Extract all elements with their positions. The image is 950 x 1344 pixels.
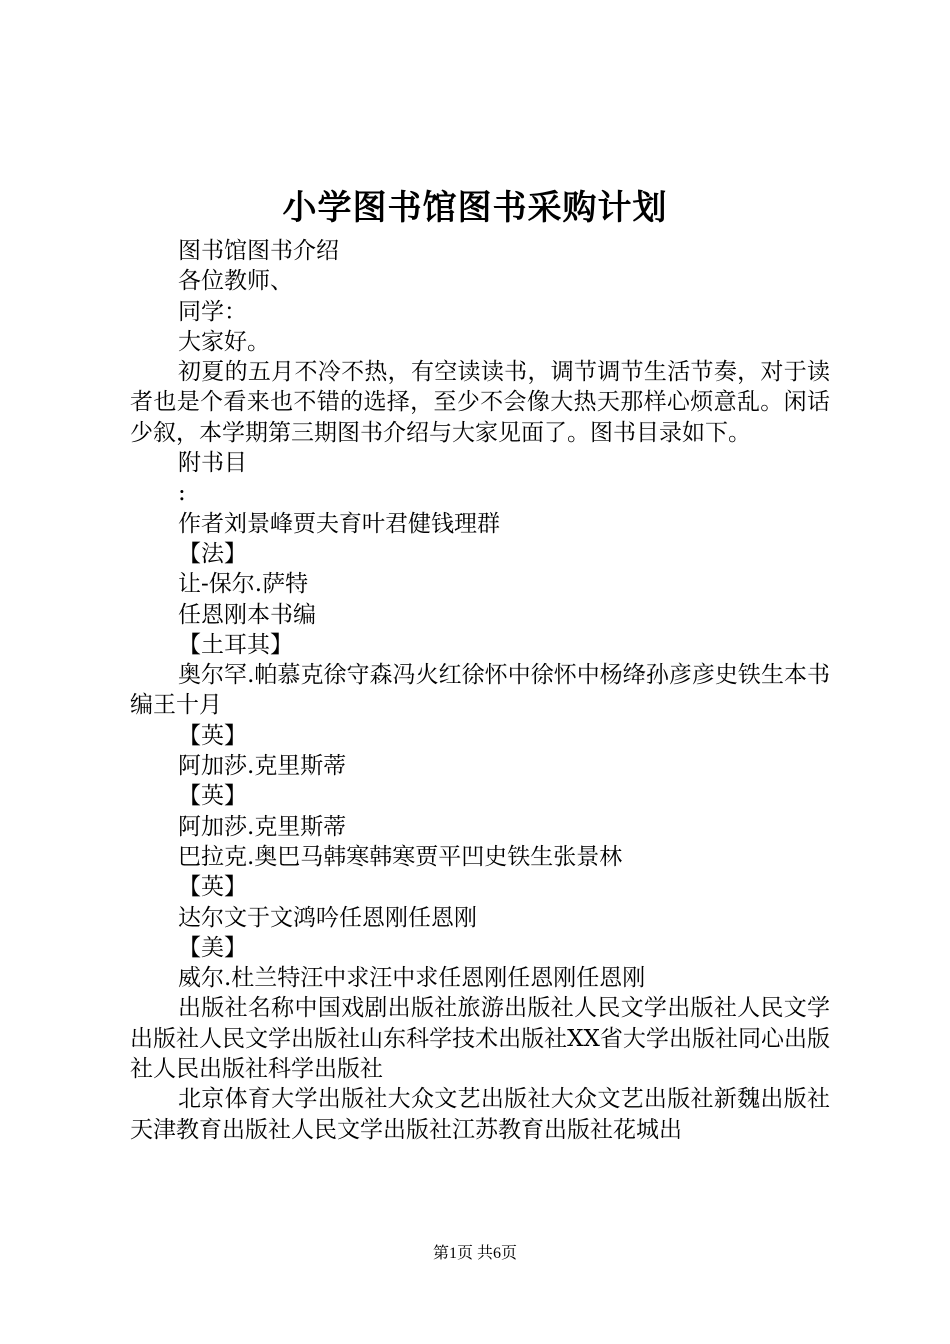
paragraph: 【美】 bbox=[178, 934, 247, 961]
paragraph: 【英】 bbox=[178, 874, 247, 901]
paragraph: 任恩刚本书编 bbox=[178, 601, 316, 628]
paragraph: 作者刘景峰贾夫育叶君健钱理群 bbox=[178, 510, 500, 537]
paragraph: 出版社名称中国戏剧出版社旅游出版社人民文学出版社人民文学出版社人民文学出版社山东科学技术出版社XX省大学出版社同心出版社人民出版社科学出版社 bbox=[130, 995, 830, 1083]
paragraph: 【英】 bbox=[178, 783, 247, 810]
page-number-footer: 第1页 共6页 bbox=[432, 1245, 517, 1262]
paragraph: 同学： bbox=[178, 298, 247, 325]
paragraph: 各位教师、 bbox=[178, 268, 293, 295]
document-body bbox=[130, 236, 830, 1145]
paragraph: 图书馆图书介绍 bbox=[178, 238, 339, 264]
paragraph: 威尔.杜兰特汪中求汪中求任恩刚任恩刚任恩刚 bbox=[178, 965, 646, 992]
paragraph: : bbox=[178, 480, 186, 507]
paragraph: 北京体育大学出版社大众文艺出版社大众文艺出版社新魏出版社天津教育出版社人民文学出版社江苏教育出版社花城出 bbox=[130, 1086, 830, 1143]
paragraph: 阿加莎.克里斯蒂 bbox=[178, 813, 347, 840]
paragraph: 大家好。 bbox=[178, 328, 270, 355]
paragraph: 巴拉克.奥巴马韩寒韩寒贾平凹史铁生张景林 bbox=[178, 843, 623, 870]
paragraph: 【土耳其】 bbox=[178, 631, 293, 658]
paragraph: 附书目 bbox=[178, 450, 247, 477]
paragraph: 阿加莎.克里斯蒂 bbox=[178, 753, 347, 780]
paragraph: 奥尔罕.帕慕克徐守森冯火红徐怀中徐怀中杨绛孙彦彦史铁生本书编王十月 bbox=[130, 662, 830, 719]
paragraph: 【法】 bbox=[178, 540, 247, 567]
paragraph: 让-保尔.萨特 bbox=[178, 571, 309, 598]
document-title: 小学图书馆图书采购计划 bbox=[282, 188, 668, 228]
paragraph: 初夏的五月不冷不热，有空读读书，调节调节生活节奏，对于读者也是个看来也不错的选择，至少不会像大热天那样心烦意乱。闲话少叙，本学期第三期图书介绍与大家见面了。图书目录如下。 bbox=[130, 359, 830, 446]
paragraph: 达尔文于文鸿吟任恩刚任恩刚 bbox=[178, 904, 477, 931]
paragraph: 【英】 bbox=[178, 722, 247, 749]
